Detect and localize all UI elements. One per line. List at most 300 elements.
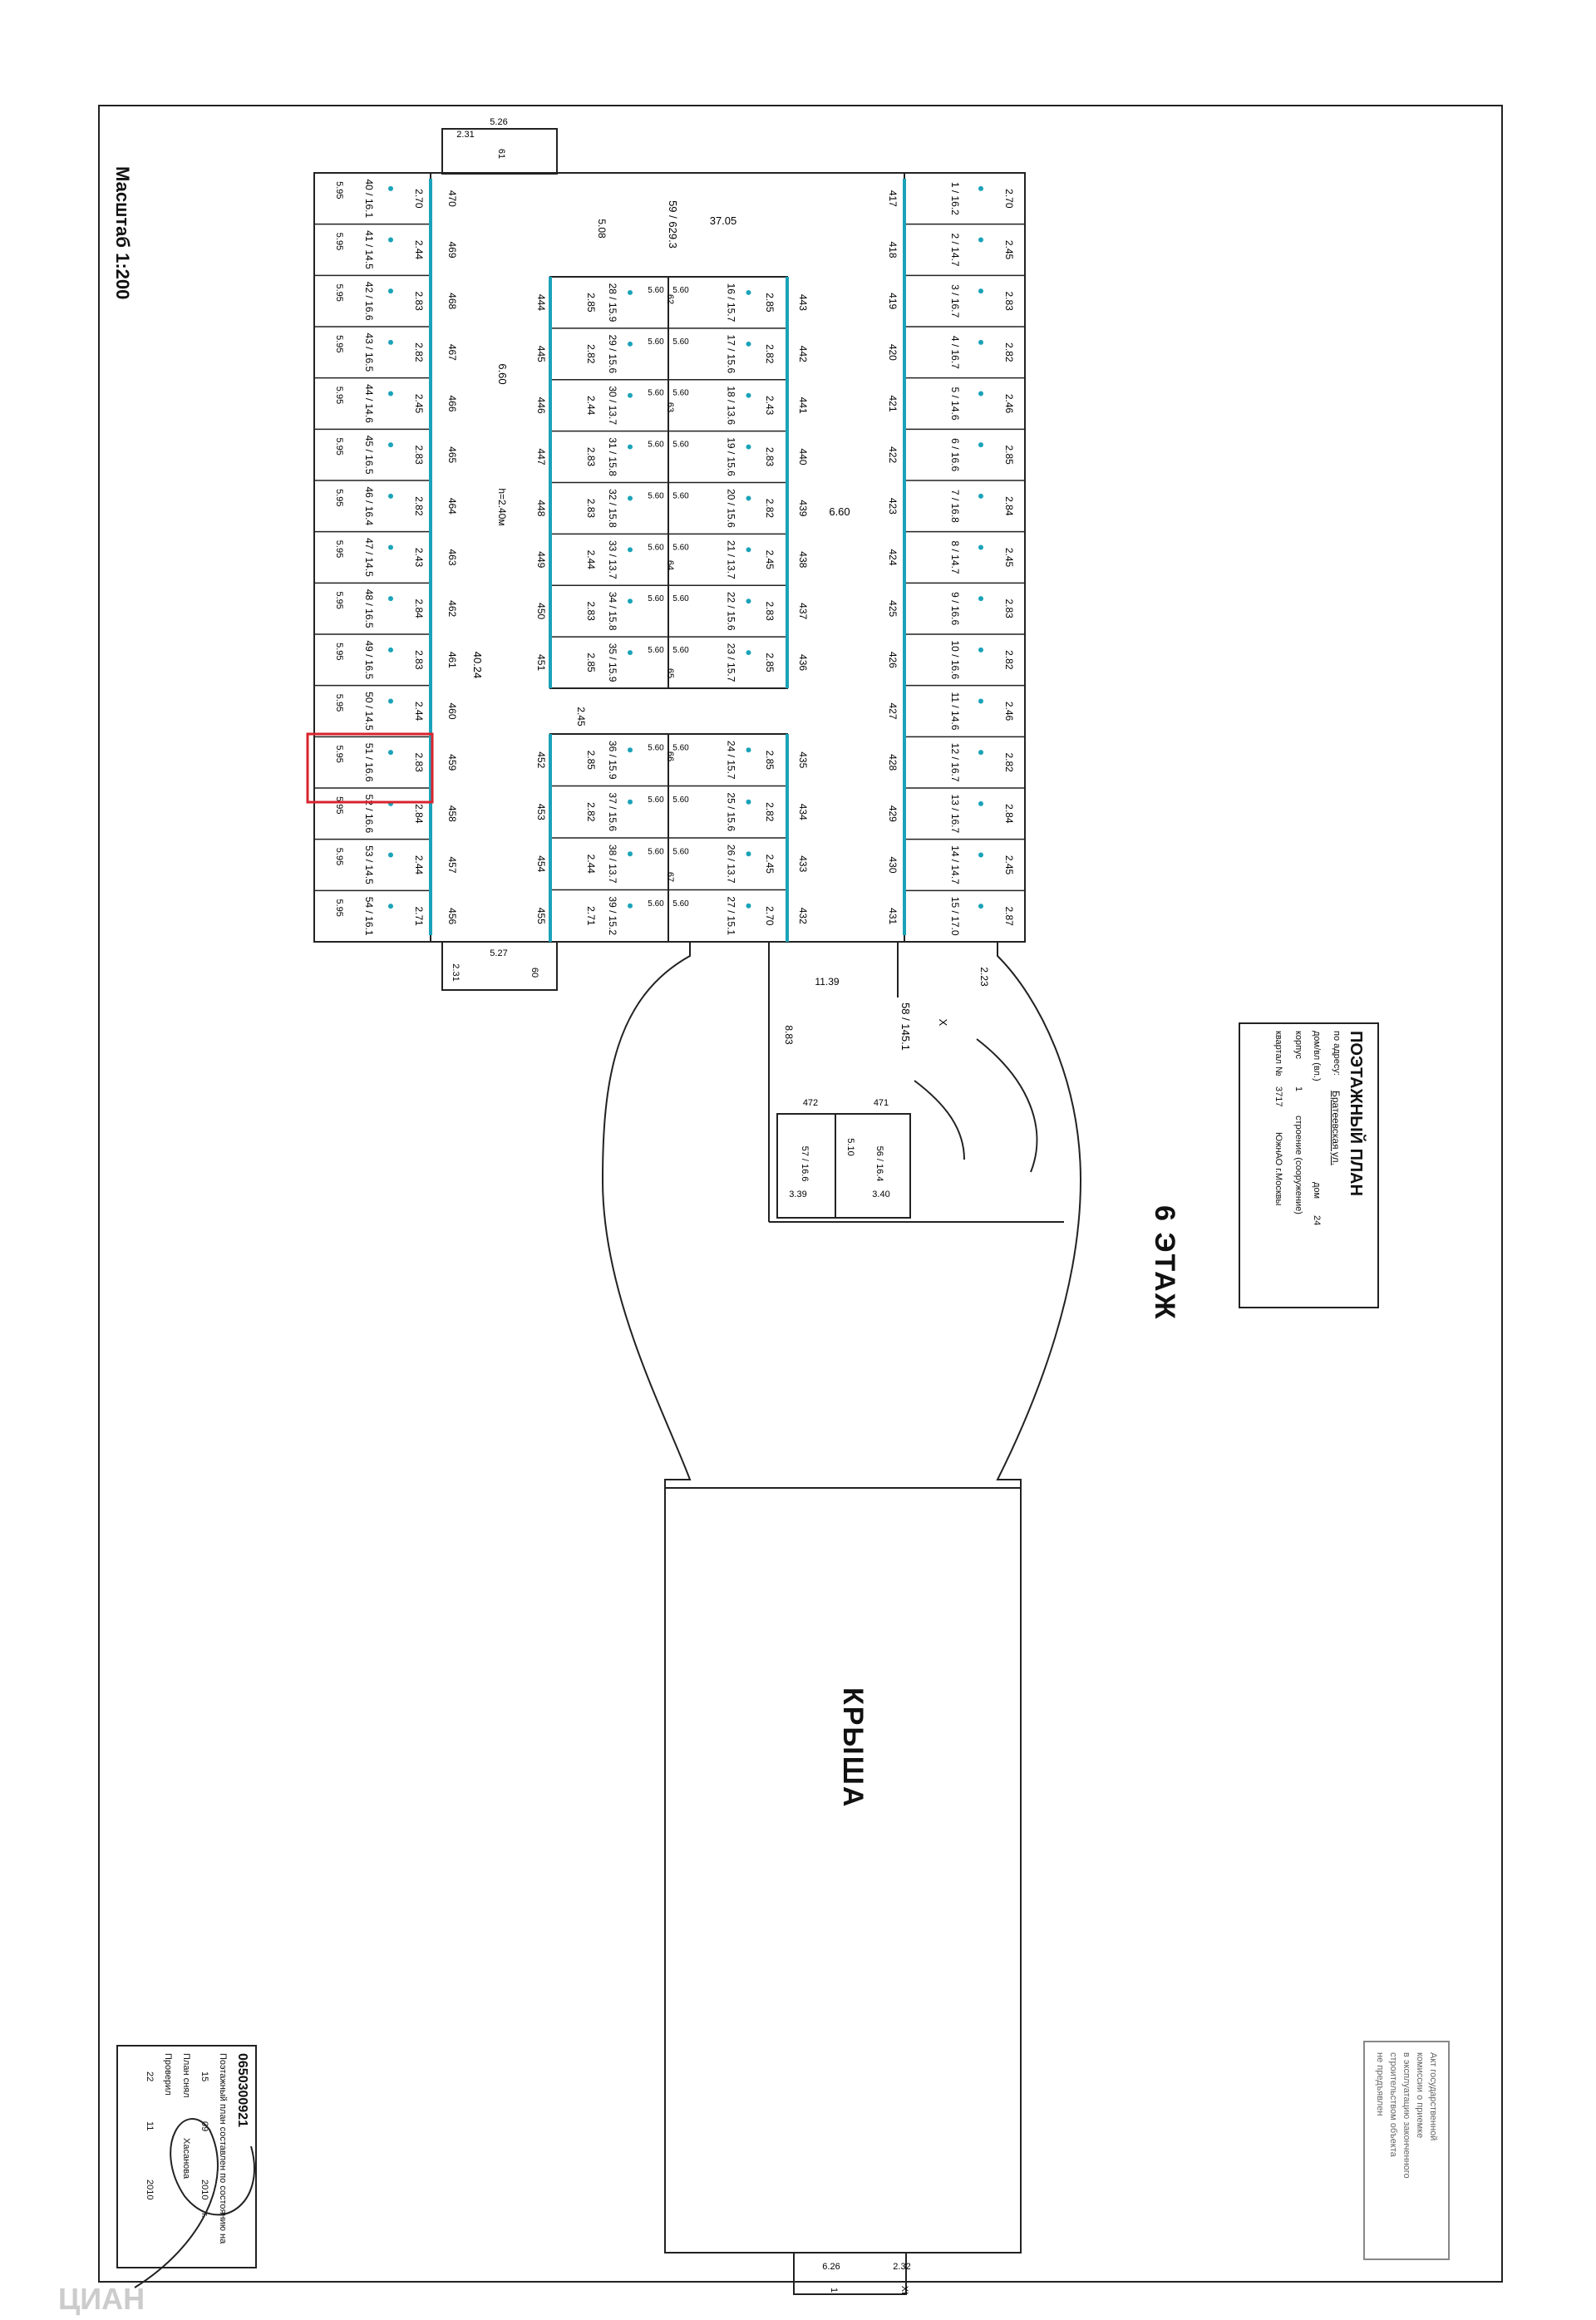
ramp-area: 58 / 145.1 <box>899 1002 912 1051</box>
space-depth: 5.60 <box>648 646 664 656</box>
space-width: 2.84 <box>1003 496 1015 516</box>
space-marker-dot <box>746 747 751 752</box>
watermark: ЦИАН <box>58 2282 145 2316</box>
stamp-date1-year: 2010 <box>200 2180 209 2200</box>
space-depth: 5.60 <box>648 594 664 604</box>
space-width: 2.83 <box>413 752 425 772</box>
space-width: 2.45 <box>764 854 776 874</box>
ramp-x: X <box>937 1018 949 1027</box>
space-number-area: 23 / 15.7 <box>725 643 737 682</box>
space-depth: 5.95 <box>334 539 344 559</box>
roof-outline <box>665 1488 1021 2253</box>
space-width: 2.44 <box>413 239 425 260</box>
space-depth: 5.95 <box>334 693 344 712</box>
space-number-area: 54 / 16.1 <box>363 896 375 936</box>
space-id: 466 <box>446 395 458 412</box>
space-width: 2.82 <box>413 342 425 362</box>
space-id: 444 <box>535 293 547 311</box>
space-number-area: 13 / 16.7 <box>949 794 961 834</box>
dim-5-08: 5.08 <box>596 219 608 239</box>
floor-label: 6 ЭТАЖ <box>1149 1205 1180 1321</box>
space-width: 2.70 <box>1003 189 1015 209</box>
stamp-number: 0650300921 <box>235 2053 249 2127</box>
room-57: 57 / 16.6 <box>800 1145 810 1182</box>
space-id: 446 <box>535 397 547 414</box>
space-id: 438 <box>797 551 809 569</box>
space-id: 452 <box>535 751 547 769</box>
space-width: 2.85 <box>764 293 776 313</box>
space-marker-dot <box>628 495 633 500</box>
space-depth: 5.95 <box>334 847 344 866</box>
space-marker-dot <box>978 750 983 755</box>
space-number-area: 12 / 16.7 <box>949 742 961 782</box>
space-id: 453 <box>535 803 547 820</box>
space-number-area: 40 / 16.1 <box>363 179 375 219</box>
space-depth: 5.60 <box>672 543 689 553</box>
space-marker-dot <box>978 699 983 704</box>
space-depth: 5.60 <box>672 440 689 450</box>
space-width: 2.83 <box>764 446 776 467</box>
space-width: 2.45 <box>413 393 425 414</box>
stair-roof-number: 1 <box>829 2287 839 2293</box>
space-marker-dot <box>746 547 751 552</box>
space-width: 2.44 <box>585 549 597 569</box>
space-marker-dot <box>746 342 751 347</box>
dim-aisle-left: 6.60 <box>496 363 509 385</box>
space-id: 431 <box>887 908 899 925</box>
space-width: 2.83 <box>585 498 597 519</box>
space-number-area: 53 / 14.5 <box>363 845 375 884</box>
space-width: 2.44 <box>585 396 597 416</box>
space-number-area: 31 / 15.8 <box>607 437 618 476</box>
space-marker-dot <box>746 495 751 500</box>
space-width: 2.83 <box>585 601 597 621</box>
space-depth: 5.95 <box>334 745 344 763</box>
space-marker-dot <box>388 494 393 499</box>
space-id: 443 <box>797 293 809 311</box>
space-width: 2.44 <box>413 855 425 875</box>
dim-11-39: 11.39 <box>815 976 840 988</box>
space-id: 445 <box>535 345 547 362</box>
space-number-area: 45 / 16.5 <box>363 435 375 475</box>
stair-roof <box>794 2253 906 2294</box>
space-width: 2.85 <box>764 653 776 672</box>
dim-2-23: 2.23 <box>978 967 990 987</box>
space-id: 460 <box>446 702 458 720</box>
dim-37-05: 37.05 <box>709 214 737 227</box>
room-472: 472 <box>802 1098 819 1108</box>
stamp-date1-day: 15 <box>200 2071 209 2082</box>
house-number: 24 <box>1312 1215 1322 1226</box>
space-id: 465 <box>446 446 458 464</box>
space-marker-dot <box>746 393 751 398</box>
space-number-area: 19 / 15.6 <box>725 437 737 476</box>
space-number-area: 49 / 16.5 <box>363 640 375 680</box>
space-id: 470 <box>446 190 458 207</box>
space-depth: 5.95 <box>334 899 344 917</box>
space-number-area: 22 / 15.6 <box>725 591 737 631</box>
house-label: дом <box>1312 1182 1322 1199</box>
space-marker-dot <box>978 853 983 858</box>
space-width: 2.84 <box>413 598 425 618</box>
space-width: 2.82 <box>1003 342 1015 362</box>
space-id: 442 <box>797 345 809 362</box>
space-width: 2.71 <box>585 906 597 926</box>
space-depth: 5.60 <box>648 337 664 347</box>
stair-top-d1: 5.26 <box>490 117 508 127</box>
column-marker: 66 <box>665 751 675 762</box>
space-number-area: 46 / 16.4 <box>363 486 375 526</box>
space-number-area: 17 / 15.6 <box>725 334 737 374</box>
space-marker-dot <box>628 851 633 856</box>
space-width: 2.82 <box>1003 650 1015 670</box>
space-number-area: 15 / 17.0 <box>949 896 961 936</box>
building-number: 1 <box>1293 1086 1303 1092</box>
dim-2-45: 2.45 <box>575 707 587 727</box>
space-marker-dot <box>746 650 751 655</box>
space-width: 2.82 <box>585 344 597 364</box>
space-marker-dot <box>746 904 751 909</box>
stamp-date2-month: 11 <box>145 2121 155 2131</box>
scale-label: Масштаб 1:200 <box>112 166 133 300</box>
stair-top-number: 61 <box>496 148 506 160</box>
space-id: 441 <box>797 397 809 414</box>
room-56: 56 / 16.4 <box>874 1145 884 1182</box>
space-marker-dot <box>978 904 983 909</box>
space-marker-dot <box>978 186 983 191</box>
space-number-area: 6 / 16.6 <box>949 438 961 472</box>
small-rooms <box>777 1114 910 1218</box>
space-width: 2.43 <box>413 547 425 568</box>
building-caption: корпус <box>1293 1031 1303 1060</box>
roof-label: КРЫША <box>837 1687 869 1809</box>
space-marker-dot <box>746 290 751 295</box>
room-471: 471 <box>873 1098 889 1108</box>
space-marker-dot <box>978 288 983 293</box>
space-id: 423 <box>887 497 899 515</box>
space-depth: 5.60 <box>672 847 689 857</box>
space-number-area: 41 / 14.5 <box>363 230 375 269</box>
space-number-area: 32 / 15.8 <box>607 489 618 528</box>
column-marker: 65 <box>665 667 675 679</box>
space-width: 2.43 <box>764 396 776 416</box>
space-number-area: 18 / 13.6 <box>725 386 737 426</box>
space-width: 2.83 <box>1003 598 1015 618</box>
space-marker-dot <box>628 547 633 552</box>
space-depth: 5.60 <box>648 388 664 398</box>
dim-8-83: 8.83 <box>783 1025 795 1045</box>
space-depth: 5.95 <box>334 489 344 507</box>
space-marker-dot <box>978 801 983 806</box>
space-id: 467 <box>446 343 458 361</box>
space-marker-dot <box>628 598 633 603</box>
space-id: 428 <box>887 754 899 771</box>
space-id: 451 <box>535 654 547 672</box>
act-line-4: строительством объекта <box>1388 2052 1398 2157</box>
space-number-area: 35 / 15.9 <box>607 643 618 682</box>
space-id: 449 <box>535 551 547 569</box>
dim-5-10: 5.10 <box>845 1138 855 1156</box>
space-id: 419 <box>887 293 899 310</box>
space-number-area: 10 / 16.6 <box>949 640 961 680</box>
space-id: 430 <box>887 856 899 874</box>
space-marker-dot <box>628 747 633 752</box>
center-left-spaces <box>535 277 668 942</box>
space-width: 2.71 <box>413 906 425 926</box>
space-depth: 5.60 <box>648 847 664 857</box>
space-depth: 5.60 <box>648 743 664 753</box>
space-id: 464 <box>446 497 458 515</box>
district: ЮжнАО г.Москвы <box>1273 1132 1283 1206</box>
structure-caption: строение (сооружение) <box>1293 1116 1303 1214</box>
space-id: 432 <box>797 907 809 924</box>
space-number-area: 1 / 16.2 <box>949 181 961 215</box>
space-number-area: 20 / 15.6 <box>725 489 737 528</box>
space-number-area: 7 / 16.8 <box>949 489 961 523</box>
space-number-area: 37 / 15.6 <box>607 792 618 832</box>
space-number-area: 16 / 15.7 <box>725 283 737 323</box>
space-id: 417 <box>887 190 899 207</box>
dim-40-24: 40.24 <box>471 651 484 679</box>
house-caption: дом/вл (вл.) <box>1312 1031 1322 1081</box>
stamp-year-suffix: г. <box>200 2213 209 2218</box>
space-marker-dot <box>628 290 633 295</box>
space-marker-dot <box>978 596 983 601</box>
space-depth: 5.60 <box>648 899 664 909</box>
space-marker-dot <box>746 445 751 450</box>
quarter-caption: квартал № <box>1273 1031 1283 1076</box>
space-width: 2.82 <box>413 496 425 516</box>
space-marker-dot <box>388 442 393 447</box>
space-width: 2.85 <box>585 293 597 313</box>
space-id: 434 <box>797 803 809 820</box>
space-depth: 5.60 <box>648 285 664 295</box>
space-marker-dot <box>628 650 633 655</box>
space-id: 458 <box>446 805 458 822</box>
space-number-area: 25 / 15.6 <box>725 792 737 832</box>
space-width: 2.45 <box>1003 239 1015 260</box>
space-id: 450 <box>535 603 547 620</box>
space-number-area: 48 / 16.5 <box>363 589 375 628</box>
stamp-checked-by: Проверил <box>163 2053 173 2096</box>
space-id: 454 <box>535 855 547 873</box>
space-marker-dot <box>388 238 393 243</box>
space-number-area: 39 / 15.2 <box>607 896 618 936</box>
space-width: 2.46 <box>1003 701 1015 722</box>
space-marker-dot <box>388 853 393 858</box>
space-marker-dot <box>746 598 751 603</box>
space-number-area: 52 / 16.6 <box>363 794 375 834</box>
stair-bottom-number: 60 <box>530 967 539 978</box>
space-number-area: 28 / 15.9 <box>607 283 618 323</box>
space-depth: 5.60 <box>648 543 664 553</box>
ramp-outline <box>603 942 1081 1488</box>
stamp-date2-year: 2010 <box>145 2180 155 2200</box>
act-line-1: Акт государственной <box>1428 2052 1438 2141</box>
space-width: 2.82 <box>764 344 776 364</box>
space-width: 2.85 <box>764 750 776 770</box>
space-id: 424 <box>887 549 899 566</box>
space-number-area: 30 / 13.7 <box>607 386 618 426</box>
space-number-area: 21 / 13.7 <box>725 539 737 579</box>
stair-bottom-d2: 2.31 <box>451 963 461 982</box>
space-number-area: 47 / 14.5 <box>363 538 375 577</box>
left-column-spaces <box>314 179 458 936</box>
stamp-date1-month: 09 <box>200 2121 209 2132</box>
space-width: 2.83 <box>1003 291 1015 311</box>
space-marker-dot <box>628 393 633 398</box>
space-marker-dot <box>628 904 633 909</box>
space-id: 456 <box>446 908 458 925</box>
stamp-block <box>116 2045 257 2268</box>
space-depth: 5.60 <box>672 646 689 656</box>
space-width: 2.83 <box>585 446 597 467</box>
space-number-area: 50 / 14.5 <box>363 692 375 731</box>
space-depth: 5.60 <box>648 795 664 805</box>
space-id: 448 <box>535 500 547 517</box>
space-depth: 5.60 <box>672 491 689 501</box>
space-id: 418 <box>887 241 899 259</box>
space-number-area: 51 / 16.6 <box>363 742 375 782</box>
space-marker-dot <box>388 648 393 653</box>
space-marker-dot <box>978 442 983 447</box>
space-id: 437 <box>797 603 809 620</box>
stair-roof-d1: 6.26 <box>822 2262 840 2272</box>
space-width: 2.82 <box>764 498 776 519</box>
space-depth: 5.60 <box>672 285 689 295</box>
space-marker-dot <box>388 392 393 397</box>
space-id: 435 <box>797 751 809 769</box>
space-depth: 5.95 <box>334 386 344 405</box>
space-depth: 5.95 <box>334 232 344 251</box>
space-width: 2.87 <box>1003 906 1015 926</box>
space-number-area: 36 / 15.9 <box>607 740 618 780</box>
act-stamp <box>1363 2041 1450 2260</box>
space-number-area: 29 / 15.6 <box>607 334 618 374</box>
stair-roof-tag: XI <box>899 2285 909 2295</box>
space-depth: 5.95 <box>334 437 344 456</box>
stair-top-d2: 2.31 <box>456 130 475 140</box>
space-id: 422 <box>887 446 899 464</box>
space-marker-dot <box>978 392 983 397</box>
space-marker-dot <box>746 800 751 805</box>
space-id: 459 <box>446 754 458 771</box>
space-width: 2.44 <box>413 701 425 722</box>
title-block <box>1239 1022 1379 1308</box>
space-marker-dot <box>388 750 393 755</box>
space-depth: 5.60 <box>672 594 689 604</box>
space-width: 2.44 <box>585 854 597 874</box>
space-depth: 5.95 <box>334 335 344 353</box>
act-line-5: не предъявлен <box>1375 2052 1385 2116</box>
space-id: 469 <box>446 241 458 259</box>
right-column-spaces <box>887 179 1025 936</box>
space-number-area: 2 / 14.7 <box>949 233 961 267</box>
dim-aisle-right: 6.60 <box>829 505 850 518</box>
space-depth: 5.60 <box>672 388 689 398</box>
space-depth: 5.60 <box>672 899 689 909</box>
act-line-3: в эксплуатацию законченного <box>1401 2052 1411 2179</box>
signature <box>101 2080 284 2296</box>
space-depth: 5.95 <box>334 643 344 661</box>
space-width: 2.83 <box>764 601 776 621</box>
space-width: 2.82 <box>585 802 597 822</box>
space-width: 2.83 <box>413 445 425 465</box>
space-id: 462 <box>446 600 458 618</box>
space-id: 461 <box>446 651 458 668</box>
dimension-labels <box>451 117 990 2294</box>
space-marker-dot <box>978 494 983 499</box>
space-number-area: 24 / 15.7 <box>725 740 737 780</box>
space-marker-dot <box>388 545 393 550</box>
act-line-2: комиссии о приемке <box>1415 2052 1425 2139</box>
space-number-area: 38 / 13.7 <box>607 844 618 884</box>
space-width: 2.84 <box>1003 804 1015 824</box>
stamp-date2-day: 22 <box>145 2071 155 2082</box>
space-width: 2.45 <box>1003 547 1015 568</box>
space-id: 439 <box>797 500 809 517</box>
stair-bottom-d1: 5.27 <box>490 948 508 958</box>
space-marker-dot <box>628 342 633 347</box>
space-width: 2.85 <box>585 750 597 770</box>
space-width: 2.83 <box>413 291 425 311</box>
title-heading: ПОЭТАЖНЫЙ ПЛАН <box>1347 1031 1365 1196</box>
space-marker-dot <box>388 904 393 909</box>
stair-roof-d2: 2.32 <box>893 2262 911 2272</box>
space-id: 440 <box>797 448 809 465</box>
space-marker-dot <box>388 699 393 704</box>
space-id: 433 <box>797 855 809 873</box>
space-id: 447 <box>535 448 547 465</box>
space-id: 421 <box>887 395 899 412</box>
space-width: 2.46 <box>1003 393 1015 414</box>
space-id: 463 <box>446 549 458 566</box>
address-caption: по адресу: <box>1332 1031 1342 1076</box>
column-marker: 62 <box>665 293 675 305</box>
space-depth: 5.95 <box>334 283 344 302</box>
column-marker: 63 <box>665 401 675 413</box>
space-number-area: 9 / 16.6 <box>949 592 961 626</box>
space-id: 436 <box>797 654 809 672</box>
space-depth: 5.60 <box>648 440 664 450</box>
ceiling-height: h=2.40м <box>496 488 508 526</box>
space-marker-dot <box>978 648 983 653</box>
space-number-area: 4 / 16.7 <box>949 335 961 369</box>
space-depth: 5.95 <box>334 181 344 199</box>
space-number-area: 34 / 15.8 <box>607 591 618 631</box>
space-width: 2.45 <box>1003 855 1015 875</box>
space-marker-dot <box>978 238 983 243</box>
space-id: 426 <box>887 651 899 668</box>
space-depth: 5.60 <box>672 337 689 347</box>
space-marker-dot <box>978 545 983 550</box>
space-number-area: 43 / 16.5 <box>363 332 375 372</box>
space-width: 2.82 <box>764 802 776 822</box>
column-marker: 64 <box>665 559 675 571</box>
dim-3-39: 3.39 <box>789 1190 807 1199</box>
center-right-spaces <box>668 277 809 942</box>
space-depth: 5.60 <box>672 795 689 805</box>
space-width: 2.82 <box>1003 752 1015 772</box>
space-width: 2.85 <box>585 653 597 672</box>
space-depth: 5.95 <box>334 591 344 609</box>
space-marker-dot <box>388 186 393 191</box>
space-marker-dot <box>978 340 983 345</box>
space-marker-dot <box>388 288 393 293</box>
space-number-area: 27 / 15.1 <box>725 896 737 936</box>
space-id: 420 <box>887 343 899 361</box>
space-id: 429 <box>887 805 899 822</box>
